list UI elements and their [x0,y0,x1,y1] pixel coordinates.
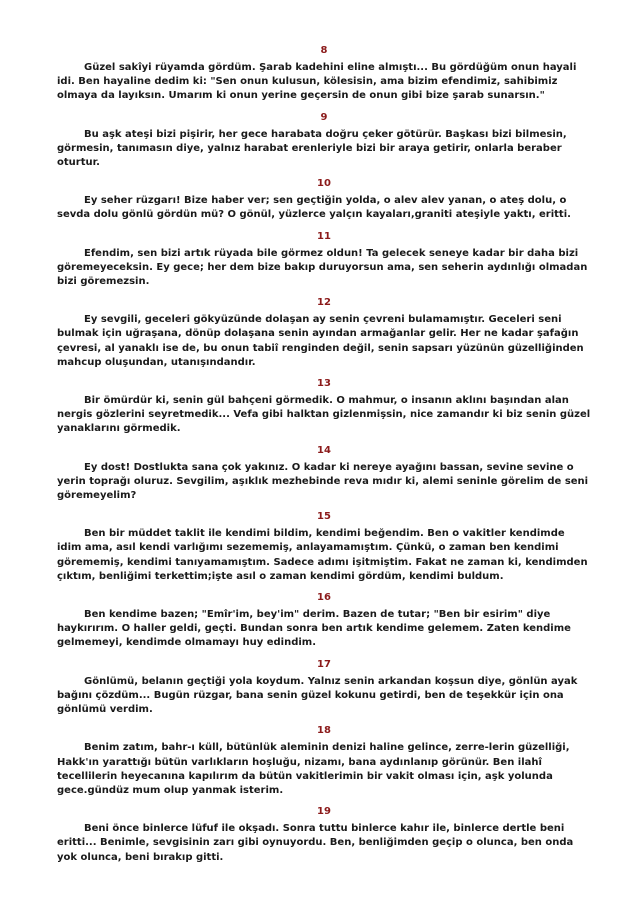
verse-number: 10 [317,178,331,190]
verse-section [57,658,591,718]
verse-section [57,805,591,865]
verse-section [57,44,591,104]
verse-number: 18 [317,725,331,737]
verse-text: Beni önce binlerce lüfuf ile okşadı. Sonra tuttu binlerce kahır ile, binlerce dertle beni eritti... Benimle, sevgisinin zarı gibi oynuyordu. Ben, benliğimden geçip o olunca, ben onda yok olunca, beni bırakıp gitti. [57,823,574,863]
verse-section [57,177,591,222]
verse-number: 9 [320,111,328,123]
verse-text: Ben kendime bazen; "Emîr'im, bey'im" derim. Bazen de tutar; "Ben bir esirim" diye haykırırım. O haller geldi, geçti. Bundan sonra ben artık kendime gelemem. Zaten kendime gelmemeyi, kendimde olmamayı huy edindim. [57,609,571,649]
verse-number: 14 [317,444,331,456]
verse-text: Güzel sakîyi rüyamda gördüm. Şarab kadehini eline almıştı... Bu gördüğüm onun hayali idi. Ben hayaline dedim ki: "Sen onun kulusun, kölesisin, ama bizim efendimiz, sahibimiz olmaya da layıksın. Umarım ki onun yerine geçersin de onun gibi bize şarab sunarsın." [57,62,577,102]
verse-number: 16 [317,592,331,604]
verse-text: Bir ömürdür ki, senin gül bahçeni görmedik. O mahmur, o insanın aklını başından alan nergis gözlerini seyretmedik... Vefa gibi halktan gizlenmişsin, nice zamandır ki biz senin güzel yanaklarını görmedik. [57,395,591,435]
verse-text: Ey seher rüzgarı! Bize haber ver; sen geçtiğin yolda, o alev alev yanan, o ateş dolu, o sevda dolu gönlü gördün mü? O gönül, yüzlerce yalçın kayaları,graniti ateşiyle yaktı, eritti. [57,195,571,221]
verse-number: 17 [317,658,331,670]
verse-text: Efendim, sen bizi artık rüyada bile görmez oldun! Ta gelecek seneye kadar bir daha bizi göremeyeceksin. Ey gece; her dem bize bakıp duruyorsun ama, sen seherin aydınlığı olmadan bizi göremezsin. [57,247,588,288]
verse-section [57,377,591,437]
verse-text: Ey sevgili, geceleri gökyüzünde dolaşan ay senin çevreni bulamamıştır. Geceleri seni bulmak için uğraşana, dönüp dolaşana senin ayından armağanlar gelir. Her ne kadar şafağın çevresi, al yanaklı ise de, bu onun tabiî renginden değil, senin sapsarı yüzünün güzelliğinden mahcup oluşundan, utanışındandır. [57,314,584,368]
verse-number: 12 [317,297,331,309]
verse-number: 19 [317,806,331,818]
verse-section [57,111,591,171]
verse-text: Bu aşk ateşi bizi pişirir, her gece harabata doğru çeker götürür. Başkası bizi bilmesin, görmesin, tanımasın diye, yalnız harabat erenleriyle bizi bir araya getirir, onlarla beraber oturtur. [57,128,567,169]
verse-section [57,296,591,370]
verse-text: Ben bir müddet taklit ile kendimi bildim, kendimi beğendim. Ben o vakitler kendimde idim ama, asıl kendi varlığımı sezememiş, anlayamamıştım. Çünkü, o zaman ben kendimi görememiş, kendimi tanıyamamıştım. Sadece adımı işitmiştim. Fakat ne zaman ki, kendimden çıktım, benliğimi terkettim;işte asıl o zaman kendimi gördüm, kendimi buldum. [57,528,588,582]
verse-section [57,510,591,584]
verse-section [57,230,591,290]
verse-section [57,724,591,798]
verse-number: 8 [320,45,328,56]
verse-number: 11 [317,230,331,242]
document-page [57,44,591,872]
verse-section [57,444,591,504]
verse-text: Ey dost! Dostlukta sana çok yakınız. O kadar ki nereye ayağını bassan, sevine sevine o yerin toprağı oluruz. Sevgilim, aşıklık mezhebinde reva mıdır ki, alemi seninle görelim de seni göremeyelim? [57,461,589,502]
verse-text: Gönlümü, belanın geçtiği yola koydum. Yalnız senin arkandan koşsun diye, gönlün ayak bağını çözdüm... Bugün rüzgar, bana senin güzel kokunu getirdi, ben de teşekkür için ona gönlümü verdim. [57,675,578,716]
verse-number: 13 [317,378,331,390]
verse-section [57,591,591,651]
verse-text: Benim zatım, bahr-ı küll, bütünlük aleminin denizi haline gelince, zerre-lerin güzelliği, Hakk'ın yarattığı bütün varlıkların hoşluğu, nizamı, bana aydınlanıp görünür. Ben ilahî tecellilerin heyecanına kapılırım da bütün vakitlerimin bir vakit olması için, aşk yolunda gece.gündüz mum olup yanmak isterim. [57,742,570,796]
verse-number: 15 [317,511,331,523]
